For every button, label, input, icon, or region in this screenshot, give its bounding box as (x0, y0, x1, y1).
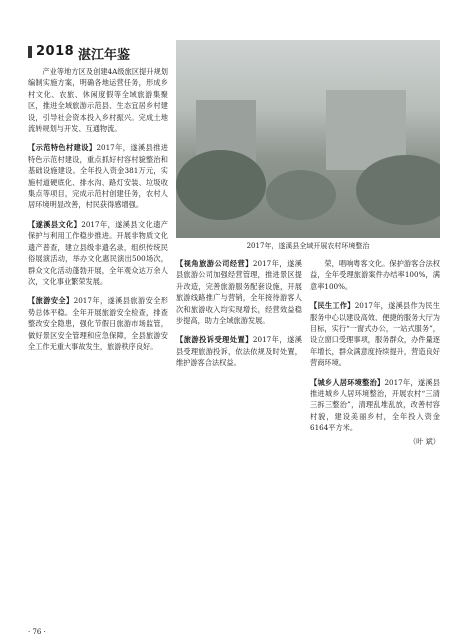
environment-photo (176, 40, 440, 238)
section-body: 2017年，遂溪县旅游安全形势总体平稳。全年开展旅游安全检查，排查整改安全隐患，强化节假日旅游市场监管，做好景区安全管理和应急保障，全县旅游安全工作无重大事故发生，旅游秩序良好。 (28, 296, 168, 351)
section-body: 2017年，遂溪县旅游公司加强经营管理，推进景区提升改造，完善旅游服务配套设施，开展旅游线路推广与营销，全年接待游客人次和旅游收入均实现增长，经营效益稳步提高，助力全域旅游发展。 (176, 259, 302, 326)
section-body: 2017年，遂溪县作为民生服务中心以建设高效、便捷的服务大厅为目标，实行“一窗式办公，一站式服务”，设立窗口受理事项，服务群众，办件量逐年增长，群众满意度持续提升，营造良好营商环境。 (310, 301, 440, 368)
section-body: 2017年，遂溪县推进城乡人居环境整治，开展农村“三清三拆三整治”，清理乱堆乱放，改善村容村貌，建设美丽乡村，全年投入资金6164平方米。 (310, 377, 440, 433)
header-year: 2018 (36, 44, 75, 59)
section-body: 2017年，遂溪县受理旅游投诉，依法依规及时处置，维护游客合法权益。 (176, 335, 302, 368)
author-credit: （叶 斌） (408, 436, 440, 446)
section-heading: 【旅游安全】 (28, 296, 74, 306)
header-title: 湛江年鉴 (78, 48, 131, 63)
column-middle (176, 258, 302, 369)
section-heading: 【示范特色村建设】 (28, 143, 97, 153)
section-heading: 【城乡人居环境整治】 (310, 377, 385, 387)
column-right (310, 258, 440, 447)
yearbook-header (28, 42, 158, 62)
section-heading: 【遂溪县文化】 (28, 219, 82, 229)
page-number: · 76 · (28, 628, 46, 636)
section-heading: 【视角旅游公司经营】 (176, 259, 253, 268)
section-body: 2017年，遂溪县文化遗产保护与利用工作稳步推进。开展非物质文化遗产普查，建立县级非遗名录，组织传统民俗展演活动，举办文化惠民演出500场次，群众文化活动蓬勃开展，全年观众达万余人次，文化事业繁荣发展。 (28, 219, 168, 286)
intro-paragraph: 荣，唱响粤客文化。保护游客合法权益，全年受理旅游案件办结率100%，满意率100%。 (310, 259, 440, 291)
column-left (28, 66, 168, 352)
section-heading: 【旅游投诉受理处置】 (176, 335, 253, 345)
section-heading: 【民生工作】 (310, 301, 355, 311)
header-bar (28, 46, 32, 58)
intro-paragraph: 产业等地方区及创建4A级旅区提升规划编制实施方案，明确各地运营任务，形成乡村文化、农旅、休闲度假等全域旅游集聚区，推进全域旅游示范县、生态宜居乡村建设，引导社会资本投入乡村振兴。完成土地流转规划与开发、互通物流。 (28, 67, 168, 134)
photo-caption: 2017年，遂溪县全域开展农村环境整治 (246, 242, 370, 250)
section-body: 2017年，遂溪县推进特色示范村建设，重点抓好村容村貌整治和基础设施建设。全年投入资金381万元，实施村道硬底化、排水沟、路灯安装、垃圾收集点等项目，完成示范村创建任务，农村人居环境明显改善，村民获得感增强。 (28, 143, 168, 210)
